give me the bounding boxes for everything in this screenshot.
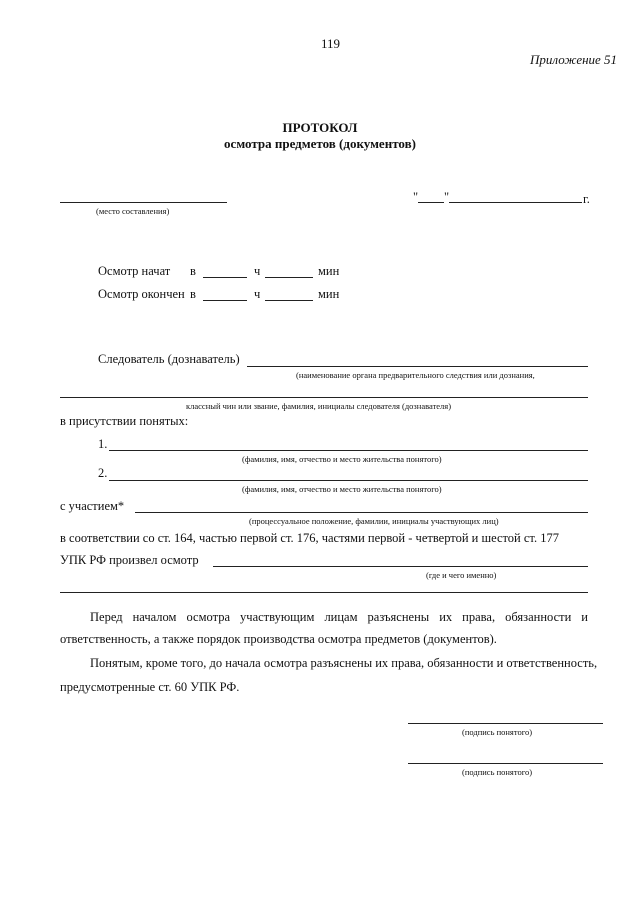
year-suffix: г. [583, 192, 590, 206]
witness-1-field[interactable] [109, 450, 588, 451]
witnesses-intro: в присутствии понятых: [60, 414, 189, 428]
witness-signature-2-field[interactable] [408, 763, 603, 764]
witness-2-number: 2. [98, 466, 108, 480]
document-title: ПРОТОКОЛ [282, 120, 358, 135]
end-minute-label: мин [318, 287, 340, 301]
witness-2-caption: (фамилия, имя, отчество и место жительства понятого) [242, 484, 442, 494]
date-day-field[interactable] [418, 202, 444, 203]
inspection-object-field[interactable] [213, 566, 588, 567]
participants-field[interactable] [135, 512, 588, 513]
investigator-caption-1: (наименование органа предварительного следствия или дознания, [296, 370, 535, 380]
paragraph-2-line-1: Понятым, кроме того, до начала осмотра разъяснены их права, обязанности и ответственность, [90, 656, 598, 670]
legal-basis-line-2: УПК РФ произвел осмотр [60, 553, 199, 567]
place-caption: (место составления) [96, 206, 170, 216]
start-minute-field[interactable] [265, 277, 313, 278]
date-quote-close: " [444, 190, 450, 204]
inspection-start-label: Осмотр начат [98, 264, 171, 278]
start-minute-label: мин [318, 264, 340, 278]
inspection-object-field-2[interactable] [60, 592, 588, 593]
paragraph-1-line-1: Перед началом осмотра участвующим лицам разъяснены их права, обязанности и [90, 610, 588, 624]
investigator-label: Следователь (дознаватель) [98, 352, 240, 366]
witness-1-caption: (фамилия, имя, отчество и место жительства понятого) [242, 454, 442, 464]
appendix-label: Приложение 51 [530, 52, 618, 67]
start-at: в [190, 264, 196, 278]
page-number: 119 [321, 36, 341, 51]
date-month-year-field[interactable] [449, 202, 582, 203]
witness-2-field[interactable] [109, 480, 588, 481]
date-quote-open: " [413, 190, 419, 204]
inspection-end-label: Осмотр окончен [98, 287, 185, 301]
end-minute-field[interactable] [265, 300, 313, 301]
investigator-field-2[interactable] [60, 397, 588, 398]
document-subtitle: осмотра предметов (документов) [224, 136, 416, 151]
investigator-field[interactable] [247, 366, 588, 367]
participants-caption: (процессуальное положение, фамилии, инициалы участвующих лиц) [249, 516, 499, 526]
end-at: в [190, 287, 196, 301]
signature-1-caption: (подпись понятого) [462, 727, 533, 737]
place-field[interactable] [60, 202, 227, 203]
inspection-object-caption: (где и чего именно) [426, 570, 497, 580]
start-hour-field[interactable] [203, 277, 247, 278]
investigator-caption-2: классный чин или звание, фамилия, инициалы следователя (дознавателя) [186, 401, 452, 411]
witness-1-number: 1. [98, 437, 108, 451]
paragraph-2-line-2: предусмотренные ст. 60 УПК РФ. [60, 680, 240, 694]
end-hour-label: ч [254, 287, 261, 301]
legal-basis-line-1: в соответствии со ст. 164, частью первой ст. 176, частями первой - четвертой и шестой ст. 177 [60, 531, 559, 545]
start-hour-label: ч [254, 264, 261, 278]
paragraph-1-line-2: ответственность, а также порядок производства осмотра предметов (документов). [60, 632, 497, 646]
end-hour-field[interactable] [203, 300, 247, 301]
participants-label: с участием* [60, 499, 125, 513]
witness-signature-1-field[interactable] [408, 723, 603, 724]
signature-2-caption: (подпись понятого) [462, 767, 533, 777]
